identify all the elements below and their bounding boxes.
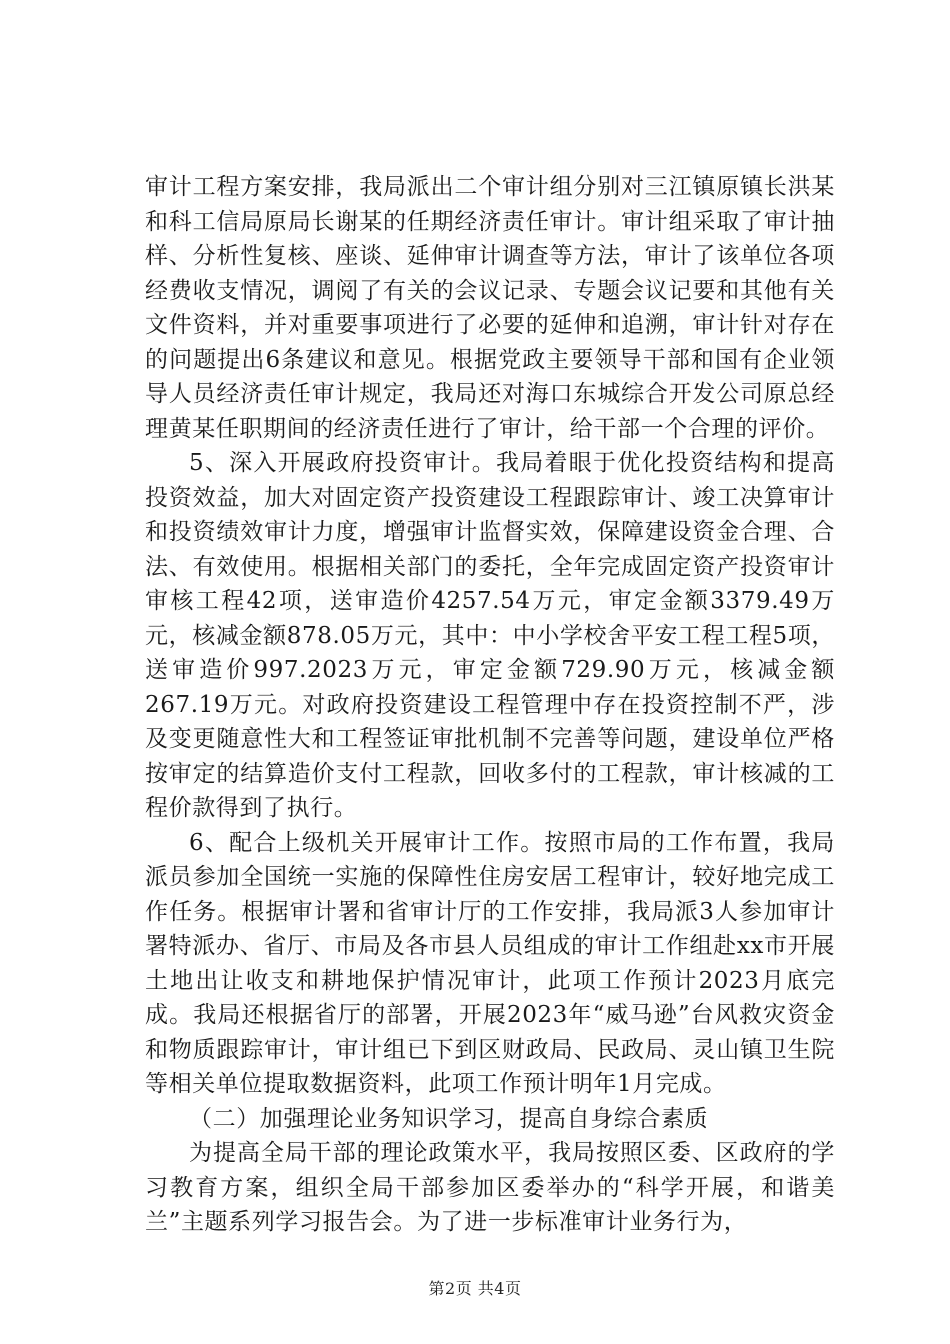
paragraph-economic-responsibility-audit: 审计工程方案安排，我局派出二个审计组分别对三江镇原镇长洪某和科工信局原局长谢某的任期经济责任审计。审计组采取了审计抽样、分析性复核、座谈、延伸审计调查等方法，审计了该单位各项经费收支情况，调阅了有关的会议记录、专题会议记要和其他有关文件资料，并对重要事项进行了必要的延伸和追溯，审计针对存在的问题提出6条建议和意见。根据党政主要领导干部和国有企业领导人员经济责任审计规定，我局还对海口东城综合开发公司原总经理黄某任职期间的经济责任进行了审计，给干部一个合理的评价。 xyxy=(145,174,835,442)
paragraph-cooperate-superior-audit: 6、配合上级机关开展审计工作。按照市局的工作布置，我局派员参加全国统一实施的保障性住房安居工程审计，较好地完成工作任务。根据审计署和省审计厅的工作安排，我局派3人参加审计署特派办、省厅、市局及各市县人员组成的审计工作组赴xx市开展土地出让收支和耕地保护情况审计，此项工作预计2023月底完成。我局还根据省厅的部署，开展2023年“威马逊”台风救灾资金和物质跟踪审计，审计组已下到区财政局、民政局、灵山镇卫生院等相关单位提取数据资料，此项工作预计明年1月完成。 xyxy=(145,829,835,1097)
paragraph-theory-study: 为提高全局干部的理论政策水平，我局按照区委、区政府的学习教育方案，组织全局干部参加区委举办的“科学开展，和谐美兰”主题系列学习报告会。为了进一步标准审计业务行为， xyxy=(145,1140,835,1235)
section-heading-theory-study: （二）加强理论业务知识学习，提高自身综合素质 xyxy=(189,1105,709,1132)
document-body xyxy=(145,170,835,1240)
page-footer: 第2页 共4页 xyxy=(428,1279,522,1298)
paragraph-government-investment-audit: 5、深入开展政府投资审计。我局着眼于优化投资结构和提高投资效益，加大对固定资产投资建设工程跟踪审计、竣工决算审计和投资绩效审计力度，增强审计监督实效，保障建设资金合理、合法、有效使用。根据相关部门的委托，全年完成固定资产投资审计审核工程42项，送审造价4257.54万元，审定金额3379.49万元，核减金额878.05万元，其中：中小学校舍平安工程工程5项，送审造价997.2023万元，审定金额729.90万元，核减金额267.19万元。对政府投资建设工程管理中存在投资控制不严，涉及变更随意性大和工程签证审批机制不完善等问题，建设单位严格按审定的结算造价支付工程款，回收多付的工程款，审计核减的工程价款得到了执行。 xyxy=(145,450,835,821)
